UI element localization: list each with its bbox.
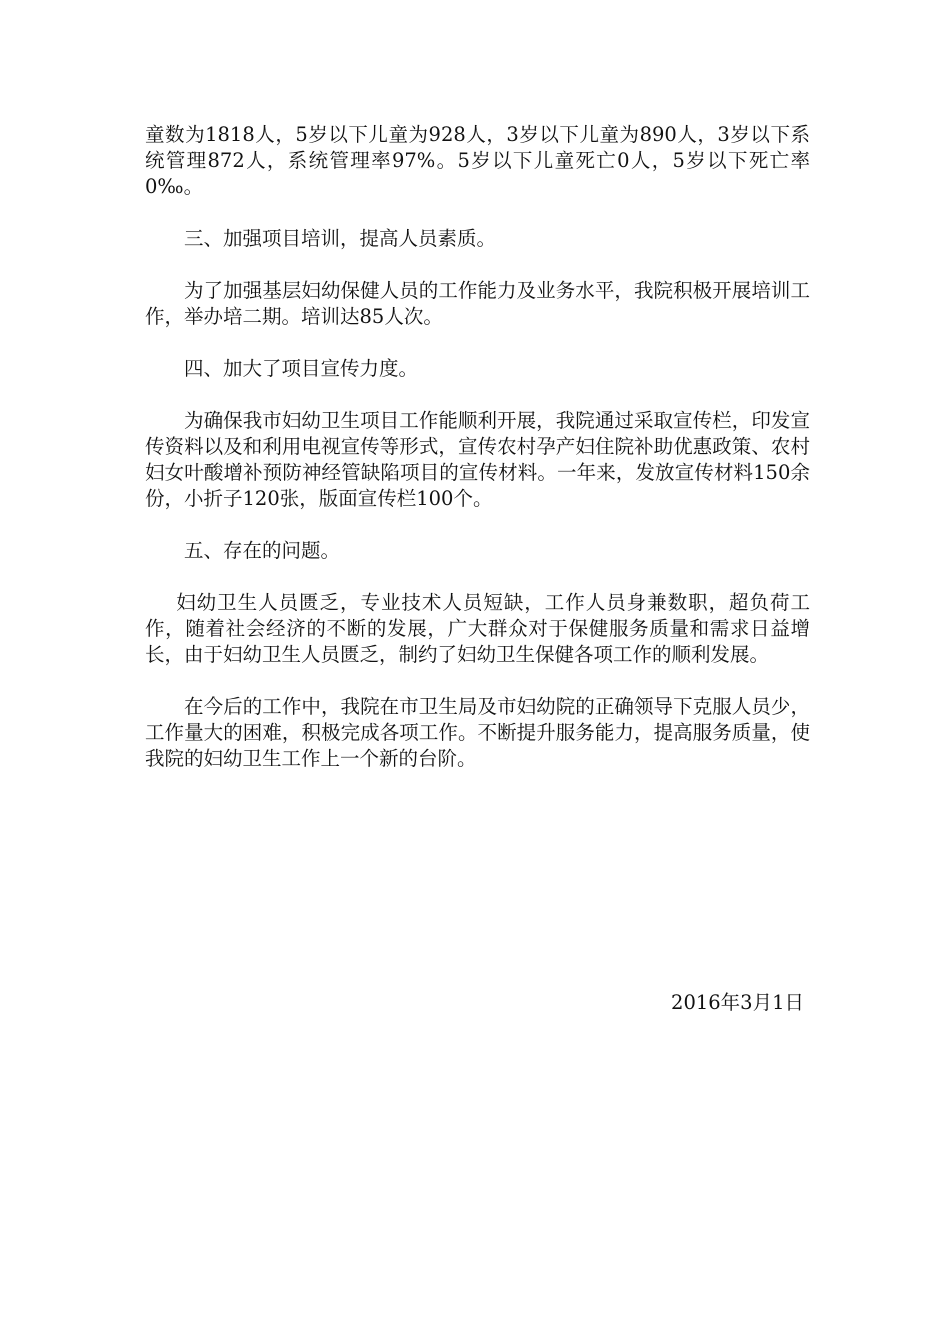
document-body <box>145 122 810 772</box>
heading-publicity: 四、加大了项目宣传力度。 <box>184 357 419 380</box>
paragraph-training: 为了加强基层妇幼保健人员的工作能力及业务水平，我院积极开展培训工作，举办培二期。培训达85人次。 <box>145 279 810 328</box>
paragraph-outlook: 在今后的工作中，我院在市卫生局及市妇幼院的正确领导下克服人员少，工作量大的困难，积极完成各项工作。不断提升服务能力，提高服务质量，使我院的妇幼卫生工作上一个新的台阶。 <box>145 695 810 770</box>
document-date: 2016年3月1日 <box>671 991 804 1014</box>
paragraph-statistics: 童数为1818人，5岁以下儿童为928人，3岁以下儿童为890人，3岁以下系统管理872人，系统管理率97%。5岁以下儿童死亡0人，5岁以下死亡率0‰。 <box>145 123 810 198</box>
paragraph-publicity: 为确保我市妇幼卫生项目工作能顺利开展，我院通过采取宣传栏，印发宣传资料以及和利用电视宣传等形式，宣传农村孕产妇住院补助优惠政策、农村妇女叶酸增补预防神经管缺陷项目的宣传材料。一年来，发放宣传材料150余份，小折子120张，版面宣传栏100个。 <box>145 409 810 510</box>
paragraph-problems: 妇幼卫生人员匮乏，专业技术人员短缺，工作人员身兼数职，超负荷工作，随着社会经济的不断的发展，广大群众对于保健服务质量和需求日益增长，由于妇幼卫生人员匮乏，制约了妇幼卫生保健各项工作的顺利发展。 <box>145 591 810 666</box>
heading-problems: 五、存在的问题。 <box>184 539 341 562</box>
heading-training: 三、加强项目培训，提高人员素质。 <box>184 227 497 250</box>
